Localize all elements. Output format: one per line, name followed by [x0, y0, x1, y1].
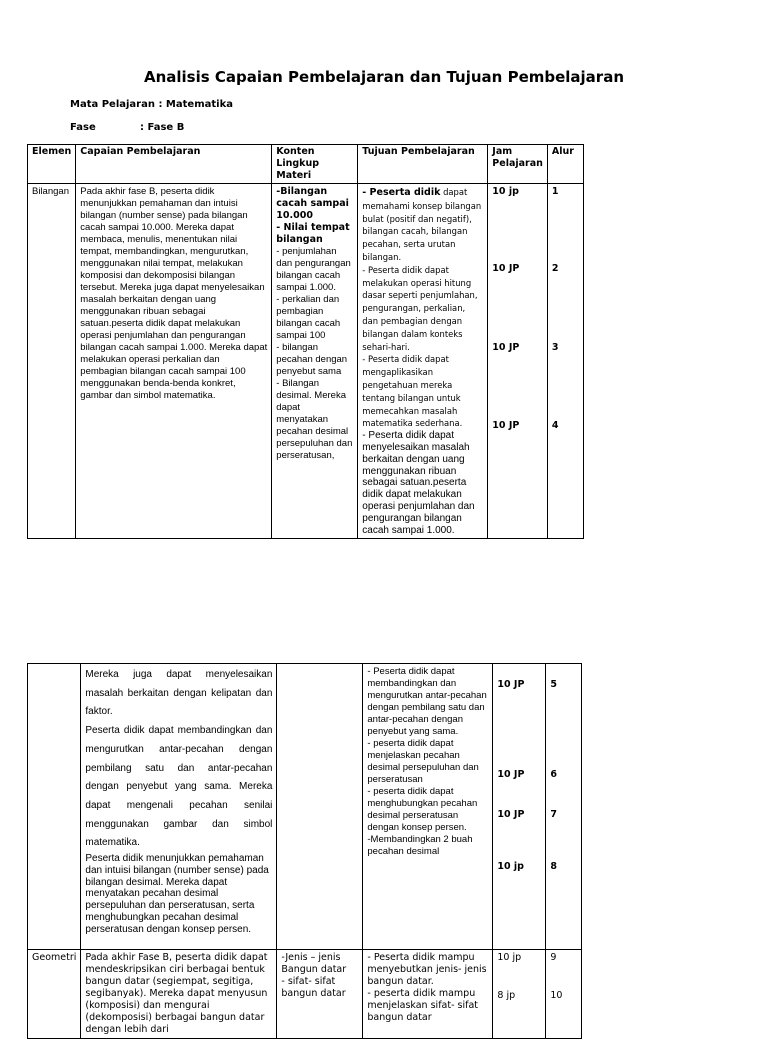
tujuan-cell — [358, 184, 488, 539]
analysis-table-1 — [27, 144, 584, 539]
alur-cell — [546, 950, 582, 1039]
tujuan-1-rest: dapat memahami konsep bilangan bulat (positif dan negatif), bilangan cacah, bilangan pecahan, serta urutan bilangan. — [362, 187, 482, 262]
capaian-part-c: Peserta didik menunjukkan pemahaman dan intuisi bilangan (number sense) pada bilangan desimal. Mereka dapat menyatakan pecahan desimal persepuluhan dan perseratusan, serta menghubungkan pecahan desimal perseratusan dengan konsep persen. — [85, 853, 269, 935]
alur-cell — [546, 664, 582, 950]
jam-10: 8 jp — [497, 990, 516, 1001]
tujuan-3: - Peserta didik dapat mengaplikasikan pengetahuan mereka tentang bilangan untuk memecahkan masalah matematika sederhana. — [362, 354, 463, 429]
jam-1: 10 jp — [492, 186, 519, 197]
table-row — [28, 664, 582, 950]
subject-text: Mata Pelajaran : Matematika — [70, 99, 233, 110]
alur-4: 4 — [551, 420, 559, 431]
header-elemen: Elemen — [28, 145, 76, 184]
jam-cell — [493, 950, 546, 1039]
jam-7: 10 JP — [497, 809, 525, 820]
jam-3: 10 JP — [492, 342, 520, 353]
analysis-table-2 — [27, 663, 582, 1039]
alur-5: 5 — [550, 679, 558, 690]
header-tujuan: Tujuan Pembelajaran — [358, 145, 488, 184]
jam-cell — [488, 184, 548, 539]
elemen-cell-empty — [28, 664, 81, 950]
konten-cell: -Jenis – jenis Bangun datar - sifat- sifat bangun datar — [277, 950, 363, 1039]
konten-list: - penjumlahan dan pengurangan bilangan cacah sampai 1.000. - perkalian dan pembagian bilangan cacah sampai 100 - bilangan pecahan dengan penyebut sama - Bilangan desimal. Mereka dapat menyatakan pecahan desimal persepuluhan dan perseratusan, — [276, 246, 353, 461]
alur-cell — [547, 184, 583, 539]
konten-cell — [272, 184, 358, 539]
capaian-cell — [81, 664, 277, 950]
tujuan-cell: - Peserta didik mampu menyebutkan jenis- jenis bangun datar. - peserta didik mampu menjelaskan sifat- sifat bangun datar — [363, 950, 493, 1039]
konten-bold-1: -Bilangan cacah sampai 10.000 — [276, 186, 349, 221]
jam-9: 10 jp — [497, 952, 522, 963]
konten-bold-2: - Nilai tempat bilangan — [276, 222, 350, 245]
phase-label: Fase — [70, 122, 96, 133]
table-row — [28, 950, 582, 1039]
tujuan-1 — [362, 186, 483, 264]
capaian-part-a: Mereka juga dapat menyelesaikan masalah berkaitan dengan kelipatan dan faktor. — [85, 669, 273, 718]
table-row — [28, 184, 584, 539]
capaian-cell: Pada akhir Fase B, peserta didik dapat mendeskripsikan ciri berbagai bentuk bangun datar (segiempat, segitiga, segibanyak). Mereka dapat menyusun (komposisi) dan mengurai (dekomposisi) berbagai bangun datar dengan lebih dari — [81, 950, 277, 1039]
tujuan-1-bold: - Peserta didik — [362, 187, 441, 198]
alur-3: 3 — [551, 342, 559, 353]
elemen-cell: Bilangan — [28, 184, 76, 539]
alur-6: 6 — [550, 769, 558, 780]
alur-10: 10 — [550, 990, 563, 1001]
konten-cell-empty — [277, 664, 363, 950]
capaian-part-b: Peserta didik dapat membandingkan dan mengurutkan antar-pecahan dengan pembilang satu dan antar-pecahan dengan penyebut yang sama. Mereka dapat mengenali pecahan senilai menggunakan gambar dan simbol matematika. — [85, 725, 273, 849]
jam-cell — [493, 664, 546, 950]
header-jam: Jam Pelajaran — [488, 145, 548, 184]
alur-7: 7 — [550, 809, 558, 820]
phase-line — [70, 122, 185, 133]
phase-value: : Fase B — [140, 122, 185, 133]
subject-line — [70, 99, 233, 110]
jam-6: 10 JP — [497, 769, 525, 780]
header-capaian: Capaian Pembelajaran — [76, 145, 272, 184]
header-alur: Alur — [547, 145, 583, 184]
tujuan-2: - Peserta didik dapat melakukan operasi hitung dasar seperti penjumlahan, pengurangan, perkalian, dan pembagian dengan bilangan dalam konteks sehari-hari. — [362, 264, 478, 352]
capaian-cell: Pada akhir fase B, peserta didik menunjukkan pemahaman dan intuisi bilangan (number sense) pada bilangan cacah sampai 10.000. Mereka dapat membaca, menulis, menentukan nilai tempat, membandingkan, mengurutkan, menggunakan nilai tempat, melakukan komposisi dan dekomposisi bilangan tersebut. Mereka juga dapat menyelesaikan masalah berkaitan dengan uang menggunakan ribuan sebagai satuan.peserta didik dapat melakukan operasi penjumlahan dan pengurangan bilangan cacah sampai 1.000. Mereka dapat melakukan operasi perkalian dan pembagian bilangan cacah sampai 100 menggunakan benda-benda konkret, gambar dan simbol matematika. — [76, 184, 272, 539]
tujuan-cell: - Peserta didik dapat membandingkan dan mengurutkan antar-pecahan dengan pembilang satu dan antar-pecahan dengan penyebut yang sama. - peserta didik dapat menjelaskan pecahan desimal persepuluhan dan perseratusan - peserta didik dapat menghubungkan pecahan desimal perseratusan dengan konsep persen. -Membandingkan 2 buah pecahan desimal — [363, 664, 493, 950]
alur-8: 8 — [550, 861, 558, 872]
alur-1: 1 — [551, 186, 559, 197]
elemen-cell: Geometri — [28, 950, 81, 1039]
alur-2: 2 — [551, 263, 559, 274]
jam-5: 10 JP — [497, 679, 525, 690]
header-konten: Konten Lingkup Materi — [272, 145, 358, 184]
header-row — [28, 145, 584, 184]
jam-2: 10 JP — [492, 263, 520, 274]
tujuan-4: - Peserta didik dapat menyelesaikan masalah berkaitan dengan uang menggunakan ribuan sebagai satuan.peserta didik dapat melakukan operasi penjumlahan dan pengurangan bilangan cacah sampai 1.000. — [362, 430, 475, 536]
document-title: Analisis Capaian Pembelajaran dan Tujuan Pembelajaran — [143, 68, 625, 86]
jam-4: 10 JP — [492, 420, 520, 431]
alur-9: 9 — [550, 952, 557, 963]
jam-8: 10 jp — [497, 861, 524, 872]
